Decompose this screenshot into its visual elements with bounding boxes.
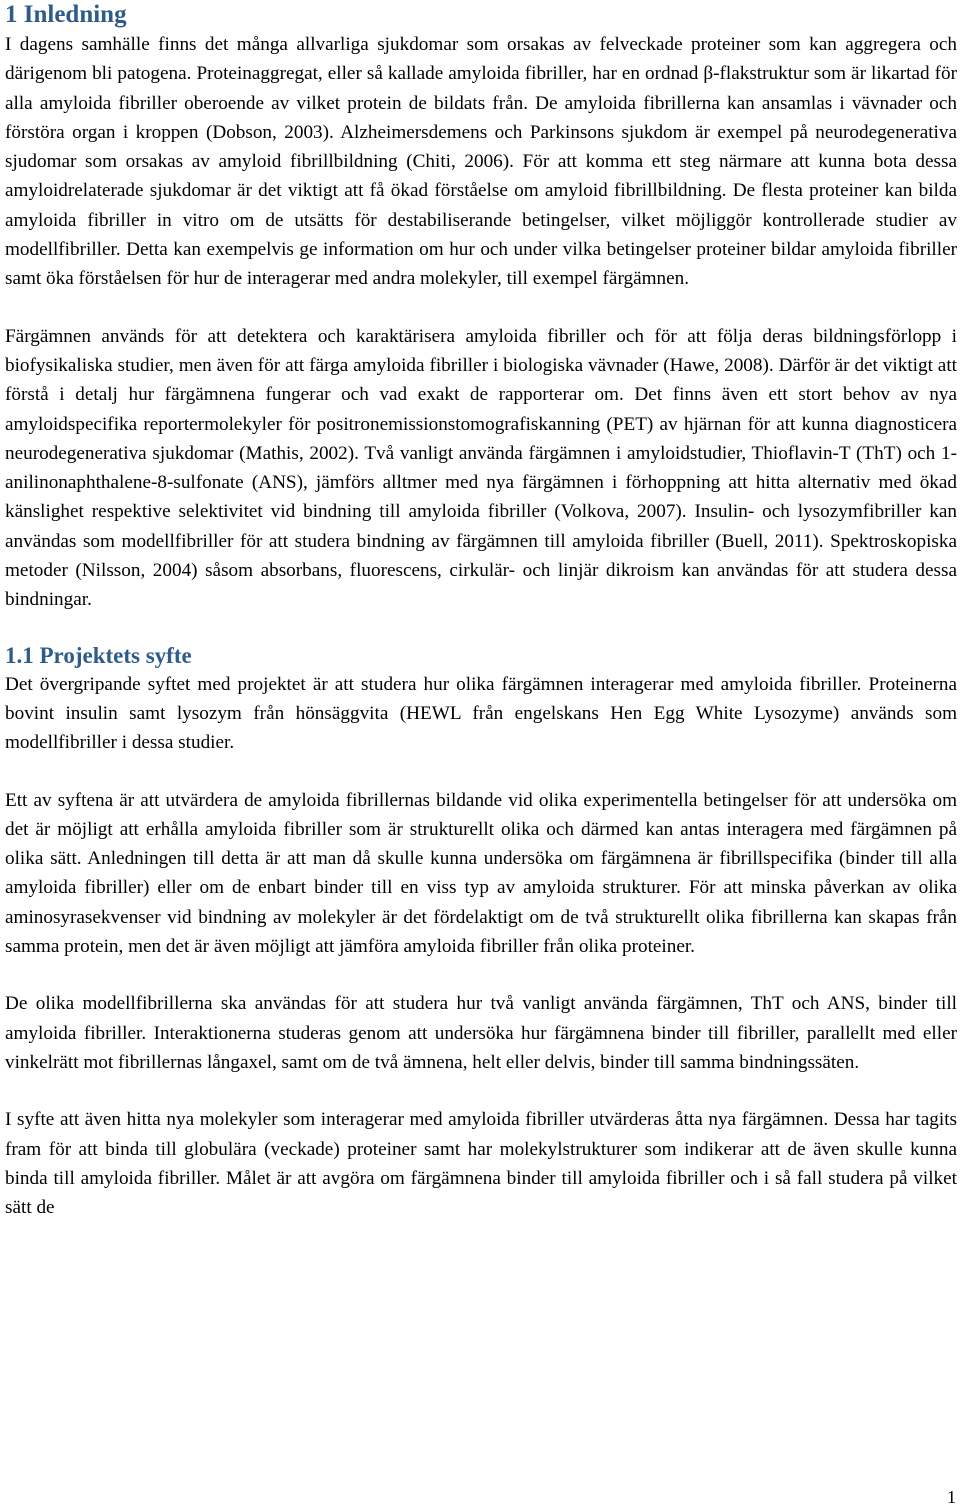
section-heading-project-purpose: 1.1 Projektets syfte	[5, 642, 192, 668]
document-page	[5, 0, 957, 1222]
section-project-purpose	[5, 642, 957, 1223]
paragraph: Färgämnen används för att detektera och karaktärisera amyloida fibriller och för att följa deras bildningsförlopp i biofysikaliska studier, men även för att färga amyloida fibriller i biologiska vävnader (Hawe, 2008). Därför är det viktigt att förstå i detalj hur färgämnena fungerar och vad exakt de rapporterar om. Det finns även ett stort behov av nya amyloidspecifika reportermolekyler för positronemissionstomografiskanning (PET) av hjärnan för att kunna diagnosticera neurodegenerativa sjukdomar (Mathis, 2002). Två vanligt använda färgämnen i amyloidstudier, Thioflavin-T (ThT) och 1-anilinonaphthalene-8-sulfonate (ANS), jämförs alltmer med nya färgämnen i förhoppning att hitta alternativ med ökad känslighet respektive selektivitet vid bindning till amyloida fibriller (Volkova, 2007). Insulin- och lysozymfibriller kan användas som modellfibriller för att studera bindning av färgämnen till amyloida fibriller (Buell, 2011). Spektroskopiska metoder (Nilsson, 2004) såsom absorbans, fluorescens, cirkulär- och linjär dikroism kan användas för att studera dessa bindningar.	[5, 325, 957, 611]
paragraph: Det övergripande syftet med projektet är att studera hur olika färgämnen interagerar med amyloida fibriller. Proteinerna bovint insulin samt lysozym från hönsäggvita (HEWL från engelskans Hen Egg White Lysozyme) används som modellfibriller i dessa studier.	[5, 673, 957, 754]
paragraph: De olika modellfibrillerna ska användas för att studera hur två vanligt använda färgämnen, ThT och ANS, binder till amyloida fibriller. Interaktionerna studeras genom att undersöka hur färgämnena binder till fibriller, parallellt med eller vinkelrätt mot fibrillernas långaxel, samt om de två ämnena, helt eller delvis, binder till samma bindningssäten.	[5, 993, 957, 1073]
section-introduction	[5, 0, 957, 615]
paragraph: I syfte att även hitta nya molekyler som interagerar med amyloida fibriller utvärderas åtta nya färgämnen. Dessa har tagits fram för att binda till globulära (veckade) proteiner samt har molekylstrukturer som indikerar att de även skulle kunna binda till amyloida fibriller. Målet är att avgöra om färgämnena binder till amyloida fibriller och i så fall studera på vilket sätt de	[5, 1109, 957, 1219]
paragraph: Ett av syftena är att utvärdera de amyloida fibrillernas bildande vid olika experimentella betingelser för att undersöka om det är möjligt att erhålla amyloida fibriller som är strukturellt olika och därmed kan antas interagera med färgämnen på olika sätt. Anledningen till detta är att man då skulle kunna undersöka om färgämnena är fibrillspecifika (binder till alla amyloida fibriller) eller om de enbart binder till en viss typ av amyloida strukturer. För att minska påverkan av olika aminosyrasekvenser vid bindning av molekyler är det fördelaktigt om de två strukturellt olika fibrillerna kan skapas från samma protein, men det är även möjligt att jämföra amyloida fibriller från olika proteiner.	[5, 789, 957, 958]
section-heading-introduction: 1 Inledning	[5, 1, 127, 28]
page-number: 1	[947, 1487, 956, 1507]
paragraph: I dagens samhälle finns det många allvarliga sjukdomar som orsakas av felveckade proteiner som kan aggregera och därigenom bli patogena. Proteinaggregat, eller så kallade amyloida fibriller, har en ordnad β-flakstruktur som är likartad för alla amyloida fibriller oberoende av vilket protein de bildats från. De amyloida fibrillerna kan ansamlas i vävnader och förstöra organ i kroppen (Dobson, 2003). Alzheimersdemens och Parkinsons sjukdom är exempel på neurodegenerativa sjudomar som orsakas av amyloid fibrillbildning (Chiti, 2006). För att komma ett steg närmare att kunna bota dessa amyloidrelaterade sjukdomar är det viktigt att få ökad förståelse om amyloid fibrillbildning. De flesta proteiner kan bilda amyloida fibriller in vitro om de utsätts för destabiliserande betingelser, vilket möjliggör kontrollerade studier av modellfibriller. Detta kan exempelvis ge information om hur och under vilka betingelser proteiner bildar amyloida fibriller samt öka förståelsen för hur de interagerar med andra molekyler, till exempel färgämnen.	[5, 34, 957, 290]
